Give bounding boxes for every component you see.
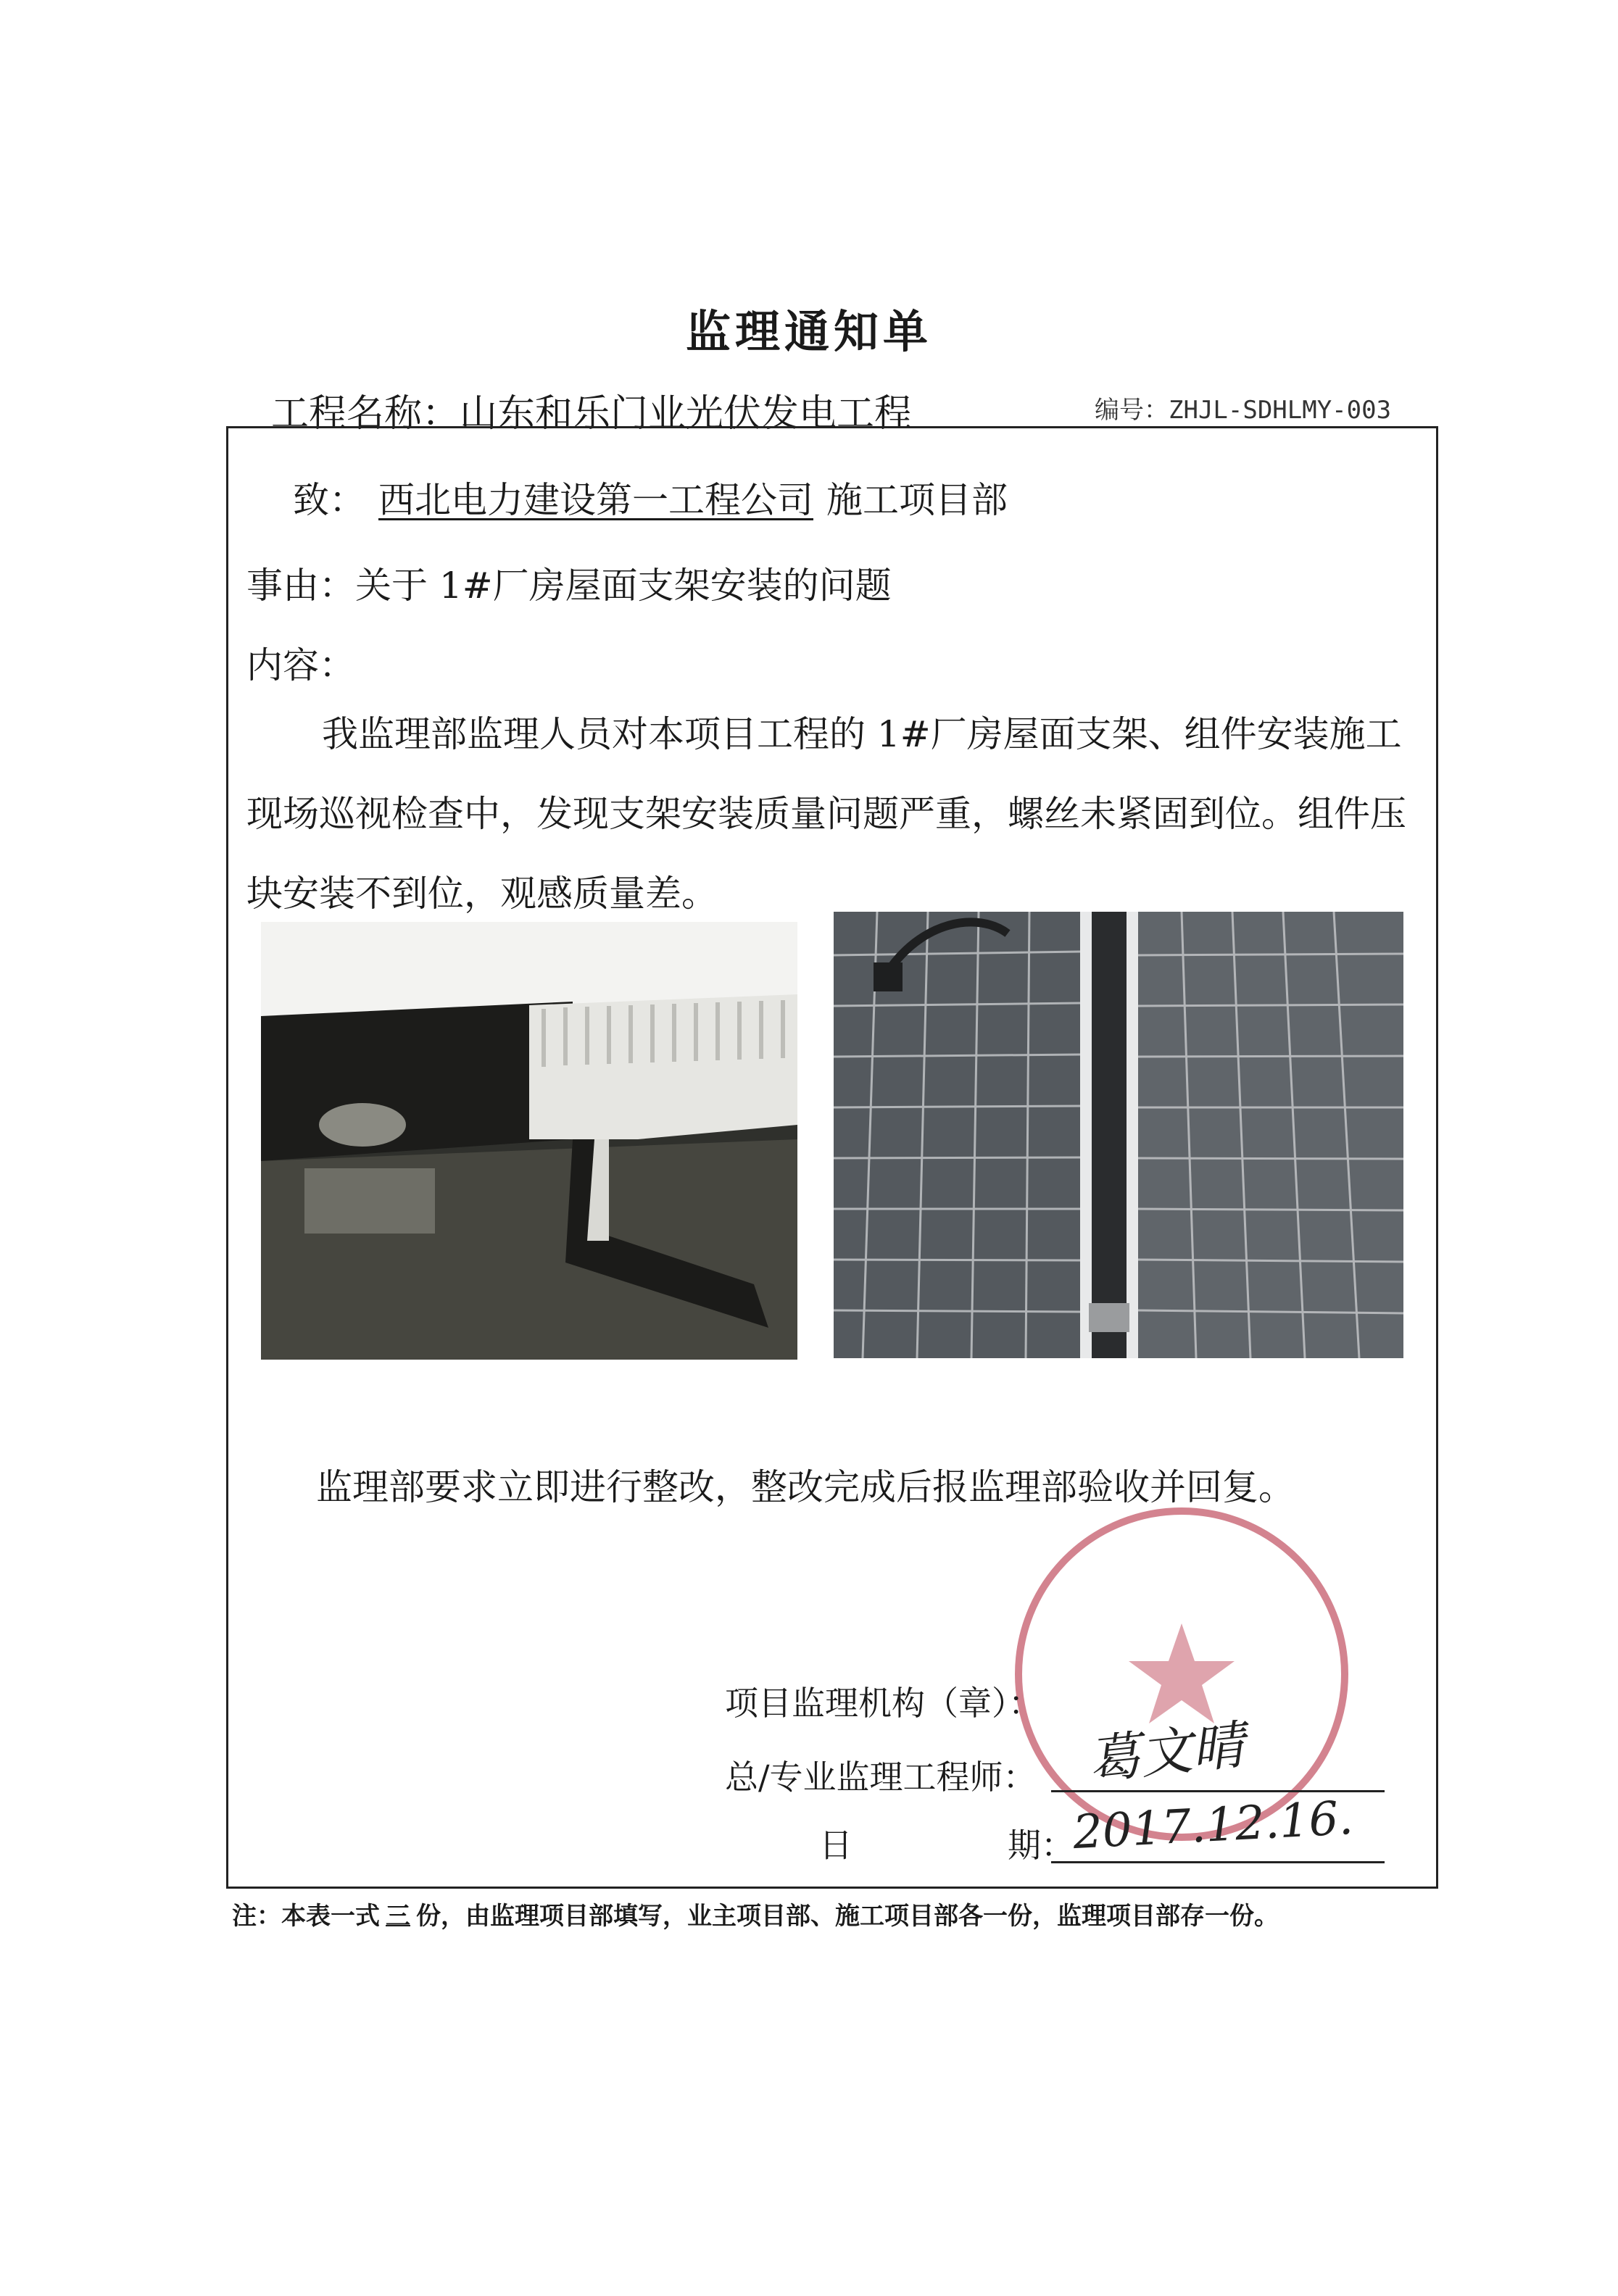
content-label: 内容： [246, 644, 355, 686]
requirement-text: 监理部要求立即进行整改，整改完成后报监理部验收并回复。 [316, 1466, 1295, 1508]
photo-solar-panels [834, 912, 1403, 1358]
footnote-prefix: 注：本表一式 [232, 1902, 380, 1931]
footnote-copies: 三 [386, 1902, 410, 1931]
project-name: 工程名称：山东和乐门业光伏发电工程 [271, 392, 913, 436]
bracket-photo-graphic [261, 922, 797, 1360]
solar-panel-photo-graphic [834, 912, 1403, 1358]
form-code: 编号：ZHJL-SDHLMY-003 [1095, 396, 1392, 425]
date-label-period: 期： [1008, 1826, 1074, 1865]
engineer-label: 总/专业监理工程师： [725, 1758, 1037, 1797]
engineer-signature: 葛文晴 [1084, 1713, 1248, 1792]
addressee-label: 致： [293, 479, 365, 521]
content-body: 我监理部监理人员对本项目工程的 1#厂房屋面支架、组件安装施工现场巡视检查中，发现支架安装质量问题严重，螺丝未紧固到位。组件压块安装不到位，观感质量差。 [246, 713, 1406, 915]
supervision-org-label: 项目监理机构（章）： [725, 1684, 1042, 1723]
date-signature-line [1051, 1861, 1385, 1863]
signed-date: 2017.12.16. [1071, 1791, 1355, 1860]
addressee-company: 西北电力建设第一工程公司 [378, 479, 813, 521]
reason-line: 事由：关于 1#厂房屋面支架安装的问题 [246, 565, 892, 607]
date-label-day: 日 [819, 1826, 852, 1865]
addressee-line [293, 471, 1008, 523]
footnote-suffix: 份，由监理项目部填写，业主项目部、施工项目部各一份，监理项目部存一份。 [416, 1902, 1279, 1931]
footnote [232, 1896, 1279, 1931]
addressee-dept: 施工项目部 [826, 479, 1008, 521]
form-title: 监理通知单 [685, 305, 932, 358]
photo-bracket [261, 922, 797, 1360]
